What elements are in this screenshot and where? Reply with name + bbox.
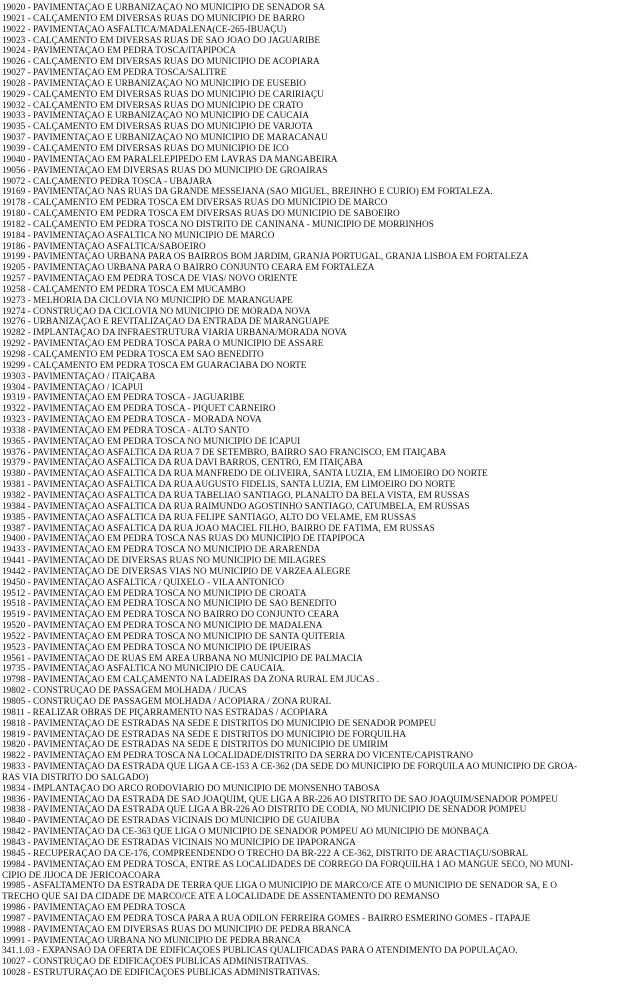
- document-line: 19842 - PAVIMENTAÇÃO DA CE-363 QUE LIGA O MUNICÍPIO DE SENADOR POMPEU AO MUNICÍPIO DE MONBAÇA: [2, 827, 490, 838]
- document-line: 19020 - PAVIMENTAÇÃO E URBANIZAÇÃO NO MUNICÍPIO DE SENADOR SÁ: [2, 3, 325, 13]
- document-line: 19450 - PAVIMENTAÇÃO ASFÁLTICA / QUIXELÔ - VILA ANTONICO: [2, 577, 285, 588]
- document-line: 19169 - PAVIMENTAÇÃO NAS RUAS DA GRANDE MESSEJANA (SÃO MIGUEL, BREJINHO E CURIÓ) EM FORTALEZA.: [2, 187, 493, 198]
- document-line: 19845 - RECUPERAÇÃO DA CE-176, COMPREENDENDO O TRECHO DA BR-222 À CE-362, DISTRITO DE ARACTIAÇU/SOBRAL: [2, 848, 528, 859]
- document-line: 19384 - PAVIMENTAÇÃO ASFÁLTICA DA RUA RAIMUNDO AGOSTINHO SANTIAGO, CATUMBELA, EM RUSSAS: [2, 501, 470, 512]
- document-line: 19802 - CONSTRUÇÃO DE PASSAGEM MOLHADA / JUCÁS: [2, 686, 247, 697]
- document-line: 19988 - PAVIMENTAÇÃO EM DIVERSAS RUAS DO MUNICÍPIO DE PEDRA BRANCA: [2, 924, 351, 935]
- document-line: 19512 - PAVIMENTAÇÃO EM PEDRA TOSCA NO MUNICÍPIO DE CROATÁ: [2, 588, 307, 599]
- document-line: 19182 - CALÇAMENTO EM PEDRA TOSCA NO DISTRITO DE CANINANA - MUNICÍPIO DE MORRINHOS: [2, 219, 434, 230]
- document-line: 19365 - PAVIMENTAÇÃO EM PEDRA TOSCA NO MUNICÍPIO DE ICAPUÍ: [2, 436, 301, 447]
- document-line: 19338 - PAVIMENTAÇÃO EM PEDRA TOSCA - ALTO SANTO: [2, 425, 250, 436]
- document-line: 19274 - CONSTRUÇÃO DA CICLOVIA NO MUNICÍPIO DE MORADA NOVA: [2, 306, 311, 317]
- document-line: 19820 - PAVIMENTAÇÃO DE ESTRADAS NA SEDE E DISTRITOS DO MUNICÍPIO DE UMIRIM: [2, 740, 388, 751]
- document-line: 19304 - PAVIMENTAÇÃO / ICAPUÍ: [2, 382, 143, 393]
- document-line: 19376 - PAVIMENTAÇÃO ASFÁLTICA DA RUA 7 DE SETEMBRO, BAIRRO SÃO FRANCISCO, EM ITAIÇABA: [2, 447, 447, 458]
- document-line: 19027 - PAVIMENTAÇÃO EM PEDRA TOSCA/SALITRE: [2, 68, 227, 79]
- document-line: 19833 - PAVIMENTAÇÃO DA ESTRADA QUE LIGA A CE-153 À CE-362 (DA SEDE DO MUNICÍPIO DE FORQUILA AO MUNICÍPIO DE GROA-: [2, 762, 578, 773]
- document-line: 19033 - PAVIMENTAÇÃO E URBANIZAÇÃO NO MUNICÍPIO DE CAUCAIA: [2, 111, 310, 122]
- document-line: 19035 - CALÇAMENTO EM DIVERSAS RUAS DO MUNICÍPIO DE VARJOTA: [2, 122, 313, 133]
- document-line: 10027 - CONSTRUÇÃO DE EDIFICAÇÕES PÚBLICAS ADMINISTRATIVAS.: [2, 957, 309, 968]
- document-line: 19843 - PAVIMENTAÇÃO DE ESTRADAS VICINAIS NO MUNICÍPIO DE IPAPORANGA: [2, 837, 356, 848]
- document-line: 19319 - PAVIMENTAÇÃO EM PEDRA TOSCA - JAGUARIBE: [2, 393, 245, 404]
- document-line: 19037 - PAVIMENTAÇÃO E URBANIZAÇÃO NO MUNICÍPIO DE MARACANAÚ: [2, 133, 328, 144]
- document-line: 19798 - PAVIMENTAÇÃO EM CALÇAMENTO NA LADEIRAS DA ZONA RURAL EM JUCÁS .: [2, 675, 380, 686]
- document-line: TRECHO QUE SAI DA CIDADE DE MARCO/CE ATÉ A LOCALIDADE DE ASSENTAMENTO DO REMANSO: [2, 892, 440, 903]
- document-line: 19442 - PAVIMENTAÇÃO DE DIVERSAS VIAS NO MUNICÍPIO DE VÁRZEA ALEGRE: [2, 566, 351, 577]
- document-line: 19039 - CALÇAMENTO EM DIVERSAS RUAS DO MUNICÍPIO DE ICÓ: [2, 143, 289, 154]
- document-line: 19387 - PAVIMENTAÇÃO ASFÁLTICA DA RUA JOÃO MACIEL FILHO, BAIRRO DE FÁTIMA, EM RUSSAS: [2, 523, 435, 534]
- document-line: 19298 - CALÇAMENTO EM PEDRA TOSCA EM SÃO BENEDITO: [2, 350, 264, 360]
- document-line: 19385 - PAVIMENTAÇÃO ASFÁLTICA DA RUA FELIPE SANTIAGO, ALTO DO VELAME, EM RUSSAS: [2, 512, 417, 523]
- document-line: 19433 - PAVIMENTAÇÃO EM PEDRA TOSCA NO MUNICÍPIO DE ARARENDÁ: [2, 545, 321, 556]
- document-line: 19518 - PAVIMENTAÇÃO EM PEDRA TOSCA NO MUNICÍPIO DE SÃO BENEDITO: [2, 599, 337, 610]
- document-line: 19072 - CALÇAMENTO PEDRA TOSCA - UBAJARA: [2, 176, 213, 187]
- document-line: 19834 - IMPLANTAÇÃO DO ARCO RODOVIÁRIO DO MUNICÍPIO DE MONSENHO TABOSA: [2, 783, 380, 794]
- document-line: 19382 - PAVIMENTAÇÃO ASFÁLTICA DA RUA TABELIÃO SANTIAGO, PLANALTO DA BELA VISTA, EM RUSSAS: [2, 490, 470, 501]
- document-line: 19021 - CALÇAMENTO EM DIVERSAS RUAS DO MUNICÍPIO DE BARRO: [2, 13, 305, 24]
- document-line: 19805 - CONSTRUÇÃO DE PASSAGEM MOLHADA / ACOPIARA / ZONA RURAL: [2, 697, 332, 707]
- document-line: 19519 - PAVIMENTAÇÃO EM PEDRA TOSCA NO BAIRRO DO CONJUNTO CEARÁ: [2, 610, 340, 621]
- document-line: 19735 - PAVIMENTAÇÃO ASFÁLTICA NO MUNICÍPIO DE CAUCAIA.: [2, 664, 286, 675]
- document-line: 19379 - PAVIMENTAÇÃO ASFÁLTICA DA RUA DAVI BARROS, CENTRO, EM ITAIÇABA: [2, 458, 364, 469]
- document-line: 19811 - REALIZAR OBRAS DE PIÇARRAMENTO NAS ESTRADAS / ACOPIARA: [2, 707, 328, 718]
- document-line: 19029 - CALÇAMENTO EM DIVERSAS RUAS DO MUNICÍPIO DE CARIRIAÇU: [2, 89, 324, 100]
- document-page: [2, 3, 635, 979]
- document-line: 19205 - PAVIMENTAÇÃO URBANA PARA O BAIRRO CONJUNTO CEARÁ EM FORTALEZA: [2, 263, 375, 274]
- document-line: 19178 - CALÇAMENTO EM PEDRA TOSCA EM DIVERSAS RUAS DO MUNICÍPIO DE MARCO: [2, 198, 388, 209]
- document-line: 19032 - CALÇAMENTO EM DIVERSAS RUAS DO MUNICÍPIO DE CRATO: [2, 100, 304, 111]
- document-line: RAS VIA DISTRITO DO SALGADO): [2, 772, 149, 783]
- document-line: 19257 - PAVIMENTAÇÃO EM PEDRA TOSCA DE VIAS/ NOVO ORIENTE: [2, 274, 298, 285]
- document-line: 341.1.03 - EXPANSÃO DA OFERTA DE EDIFICAÇÕES PÚBLICAS QUALIFICADAS PARA O ATENDIMENTO DA POPULAÇÃO.: [2, 946, 518, 957]
- document-line: 19282 - IMPLANTAÇÃO DA INFRAESTRUTURA VIÁRIA URBANA/MORADA NOVA: [2, 328, 347, 339]
- document-line: CÍPIO DE JIJOCA DE JERICOACOARA: [2, 870, 161, 881]
- document-line: 19199 - PAVIMENTAÇÃO URBANA PARA OS BAIRROS BOM JARDIM, GRANJA PORTUGAL, GRANJA LISBOA EM FORTALEZA: [2, 252, 529, 263]
- document-line: 19276 - URBANIZAÇÃO E REVITALIZAÇÃO DA ENTRADA DE MARANGUAPE: [2, 317, 330, 328]
- document-line: 19986 - PAVIMENTAÇÃO EM PEDRA TOSCA: [2, 903, 186, 914]
- document-line: 19022 - PAVIMENTAÇÃO ASFÁLTICA/MADALENA(CE-265-IBUAÇU): [2, 24, 287, 35]
- document-line: 19026 - CALÇAMENTO EM DIVERSAS RUAS DO MUNICÍPIO DE ACOPIARA: [2, 57, 320, 68]
- document-line: 19258 - CALÇAMENTO EM PEDRA TOSCA EM MUCAMBO: [2, 284, 246, 295]
- document-line: 19441 - PAVIMENTAÇÃO DE DIVERSAS RUAS NO MUNICÍPIO DE MILAGRES: [2, 556, 326, 567]
- document-line: 19380 - PAVIMENTAÇÃO ASFÁLTICA DA RUA MANFREDO DE OLIVEIRA, SANTA LUZIA, EM LIMOEIRO DO NORTE: [2, 469, 488, 480]
- document-line: 19381 - PAVIMENTAÇÃO ASFÁLTICA DA RUA AUGUSTO FIDELIS, SANTA LUZIA, EM LIMOEIRO DO NORTE: [2, 480, 456, 491]
- document-line: 19400 - PAVIMENTAÇÃO EM PEDRA TOSCA NAS RUAS DO MUNICÍPIO DE ITAPIPOCA: [2, 534, 366, 545]
- document-line: 19520 - PAVIMENTAÇÃO EM PEDRA TOSCA NO MUNICÍPIO DE MADALENA: [2, 621, 323, 632]
- document-line: 19991 - PAVIMENTAÇÃO URBANA NO MUNICÍPIO DE PEDRA BRANCA: [2, 935, 301, 946]
- document-line: 19819 - PAVIMENTAÇÃO DE ESTRADAS NA SEDE E DISTRITOS DO MUNICÍPIO DE FORQUILHA: [2, 729, 407, 740]
- document-line: 19040 - PAVIMENTAÇÃO EM PARALELEPÍPEDO EM LAVRAS DA MANGABEIRA: [2, 154, 338, 165]
- document-line: 19561 - PAVIMENTAÇÃO DE RUAS EM ÁREA URBANA NO MUNICÍPIO DE PALMÁCIA: [2, 653, 363, 664]
- document-line: 19186 - PAVIMENTAÇÃO ASFÁLTICA/SABOEIRO: [2, 241, 206, 252]
- document-line: 19818 - PAVIMENTAÇÃO DE ESTRADAS NA SEDE E DISTRITOS DO MUNICÍPIO DE SENADOR POMPEU: [2, 718, 437, 729]
- document-line: 19822 - PAVIMENTAÇÃO EM PEDRA TOSCA NA LOCALIDADE/DISTRITO DA SERRA DO VICENTE/CAPISTRANO: [2, 751, 473, 762]
- document-line: 19322 - PAVIMENTAÇÃO EM PEDRA TOSCA - PIQUET CARNEIRO: [2, 404, 276, 415]
- document-line: 19987 - PAVIMENTAÇÃO EM PEDRA TOSCA PARA A RUA ODILON FERREIRA GOMES - BAIRRO ESMERINO GOMES - ITAPAJÉ: [2, 913, 531, 924]
- document-line: 10028 - ESTRUTURAÇÃO DE EDIFICAÇÕES PÚBLICAS ADMINISTRATIVAS.: [2, 968, 320, 979]
- document-line: 19292 - PAVIMENTAÇÃO EM PEDRA TOSCA PARA O MUNICÍPIO DE ASSARÉ: [2, 339, 324, 350]
- document-line: 19180 - CALÇAMENTO EM PEDRA TOSCA EM DIVERSAS RUAS DO MUNICÍPIO DE SABOEIRO: [2, 209, 400, 220]
- document-line: 19984 - PAVIMENTAÇÃO EM PEDRA TOSCA, ENTRE AS LOCALIDADES DE CÓRREGO DA FORQUILHA 1 AO MANGUE SECO, NO MUNI-: [2, 859, 574, 870]
- document-line: 19273 - MELHORIA DA CICLOVIA NO MUNICÍPIO DE MARANGUAPE: [2, 295, 293, 306]
- document-line: 19522 - PAVIMENTAÇÃO EM PEDRA TOSCA NO MUNICÍPIO DE SANTA QUITÉRIA: [2, 631, 346, 642]
- document-line: 19024 - PAVIMENTAÇÃO EM PEDRA TOSCA/ITAPIPOCA: [2, 46, 236, 57]
- document-line: 19985 - ASFALTAMENTO DA ESTRADA DE TERRA QUE LIGA O MUNICÍPIO DE MARCO/CE ATÉ O MUNICÍPIO DE SENADOR SÁ, E O: [2, 881, 557, 892]
- document-line: 19303 - PAVIMENTAÇÃO / ITAIÇABA: [2, 371, 156, 382]
- document-line: 19299 - CALÇAMENTO EM PEDRA TOSCA EM GUARACIABA DO NORTE: [2, 360, 307, 371]
- document-line: 19028 - PAVIMENTAÇÃO E URBANIZAÇÃO NO MUNICÍPIO DE EUSÉBIO: [2, 78, 306, 89]
- document-line: 19056 - PAVIMENTAÇÃO EM DIVERSAS RUAS DO MUNICÍPIO DE GROAÍRAS: [2, 165, 328, 176]
- document-line: 19184 - PAVIMENTAÇÃO ASFÁLTICA NO MUNICÍPIO DE MARCO: [2, 230, 275, 241]
- document-line: 19523 - PAVIMENTAÇÃO EM PEDRA TOSCA NO MUNICÍPIO DE IPUEIRAS: [2, 642, 312, 653]
- document-line: 19836 - PAVIMENTAÇÃO DA ESTRADA DE SÃO JOAQUIM, QUE LIGA A BR-226 AO DISTRITO DE SÃO JOAQUIM/SENADOR POMPEU: [2, 794, 558, 805]
- document-line: 19840 - PAVIMENTAÇÃO DE ESTRADAS VICINAIS DO MUNICÍPIO DE GUAIÚBA: [2, 816, 340, 827]
- document-line: 19838 - PAVIMENTAÇÃO DA ESTRADA QUE LIGA A BR-226 AO DISTRITO DE CODIA, NO MUNICÍPIO DE SENADOR POMPEU: [2, 805, 527, 816]
- document-line: 19023 - CALÇAMENTO EM DIVERSAS RUAS DE SÃO JOÃO DO JAGUARIBE: [2, 35, 321, 46]
- document-line: 19323 - PAVIMENTAÇÃO EM PEDRA TOSCA - MORADA NOVA: [2, 415, 262, 426]
